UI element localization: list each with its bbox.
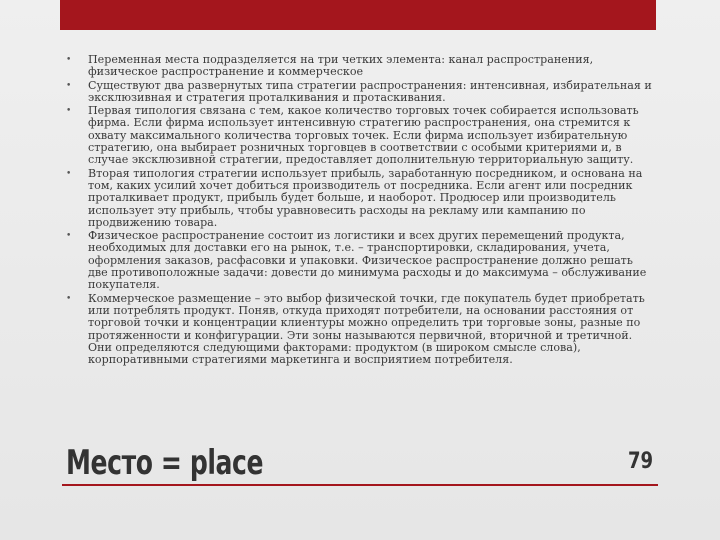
bullet-icon: • — [66, 168, 72, 179]
bullet-icon: • — [66, 55, 72, 65]
bullet-text: Переменная места подразделяется на три четких элемента: канал распространения, физическое распространение и коммерческое — [88, 53, 594, 79]
bullet-text: Коммерческое размещение – это выбор физической точки, где покупатель будет приобретать или потреблять продукт. Поняв, откуда приходят потребители, на основании расстояния от торговой точки и концентрации клиентуры можно определить три торговые зоны, разные по протяженности и конфигурации. Эти зоны называются первичной, вторичной и третичной. Они определяются следующими факторами: продуктом (в широком смысле слова), корпоративными стратегиями маркетинга и восприятием потребителя. — [88, 291, 645, 367]
bullet-icon: • — [66, 231, 72, 242]
bullet-icon: • — [66, 80, 72, 91]
bullet-text: Существуют два развернутых типа стратегии распространения: интенсивная, избирательная и эксклюзивная и стратегия проталкивания и протаскивания. — [88, 78, 652, 104]
bullet-item — [66, 54, 654, 79]
bullet-item — [66, 80, 654, 105]
page-number: 79 — [628, 449, 654, 474]
bullet-item — [66, 293, 654, 367]
top-accent-bar — [60, 0, 656, 30]
bullet-item — [66, 105, 654, 166]
bullet-item — [66, 168, 654, 229]
bullet-icon: • — [66, 106, 72, 117]
bullet-text: Физическое распространение состоит из логистики и всех других перемещений продукта, необходимых для доставки его на рынок, т.е. – транспортировки, складирования, учета, оформления заказов, расфасовки и упаковки. Физическое распространение должно решать две противоположные задачи: довести до минимума расходы и до максимума – обслуживание покупателя. — [88, 229, 647, 292]
bullet-item — [66, 230, 654, 291]
slide-title: Место = place — [66, 443, 264, 483]
bullet-list — [66, 54, 654, 367]
bullet-icon: • — [66, 293, 72, 304]
bullet-text: Вторая типология стратегии использует прибыль, заработанную посредником, и основана на том, каких усилий хочет добиться производитель от посредника. Если агент или посредник проталкивает продукт, прибыль будет больше, и наоборот. Продюсер или производитель использует эту прибыль, чтобы уравновесить расходы на рекламу или кампанию по продвижению товара. — [88, 166, 643, 229]
bullet-text: Первая типология связана с тем, какое количество торговых точек собирается использовать фирма. Если фирма использует интенсивную стратегию распространения, она стремится к охвату максимального количества торговых точек. Если фирма использует избирательную стратегию, она выбирает розничных торговцев в соответствии с особыми критериями и, в случае эксклюзивной стратегии, предоставляет дополнительную территориальную защиту. — [88, 104, 639, 167]
title-underline — [62, 484, 658, 486]
